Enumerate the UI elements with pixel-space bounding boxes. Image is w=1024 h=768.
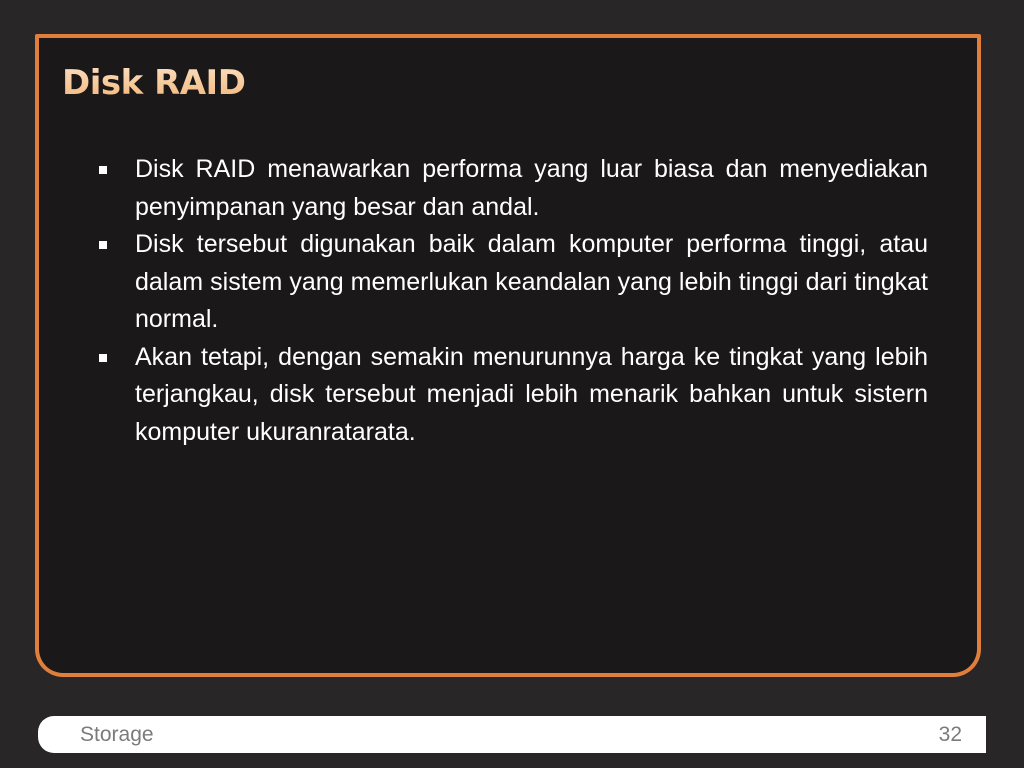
square-bullet-icon: [99, 354, 107, 362]
bullet-item: [96, 339, 928, 452]
bullet-text: Akan tetapi, dengan semakin menurunnya harga ke tingkat yang lebih terjangkau, disk tersebut menjadi lebih menarik bahkan untuk sistern komputer ukuranratarata.: [135, 342, 928, 446]
footer-bar: [38, 716, 986, 753]
slide-title: Disk RAID: [62, 60, 245, 106]
bullet-text: Disk tersebut digunakan baik dalam komputer performa tinggi, atau dalam sistem yang memerlukan keandalan yang lebih tinggi dari tingkat normal.: [135, 230, 928, 333]
bullet-item: [96, 226, 928, 339]
page-number: 32: [938, 723, 962, 746]
bullet-text: Disk RAID menawarkan performa yang luar biasa dan menyediakan penyimpanan yang besar dan andal.: [135, 155, 928, 221]
square-bullet-icon: [99, 241, 107, 249]
bullet-list: [96, 151, 928, 451]
footer-label: Storage: [80, 723, 154, 746]
square-bullet-icon: [99, 166, 107, 174]
bullet-item: [96, 151, 928, 226]
